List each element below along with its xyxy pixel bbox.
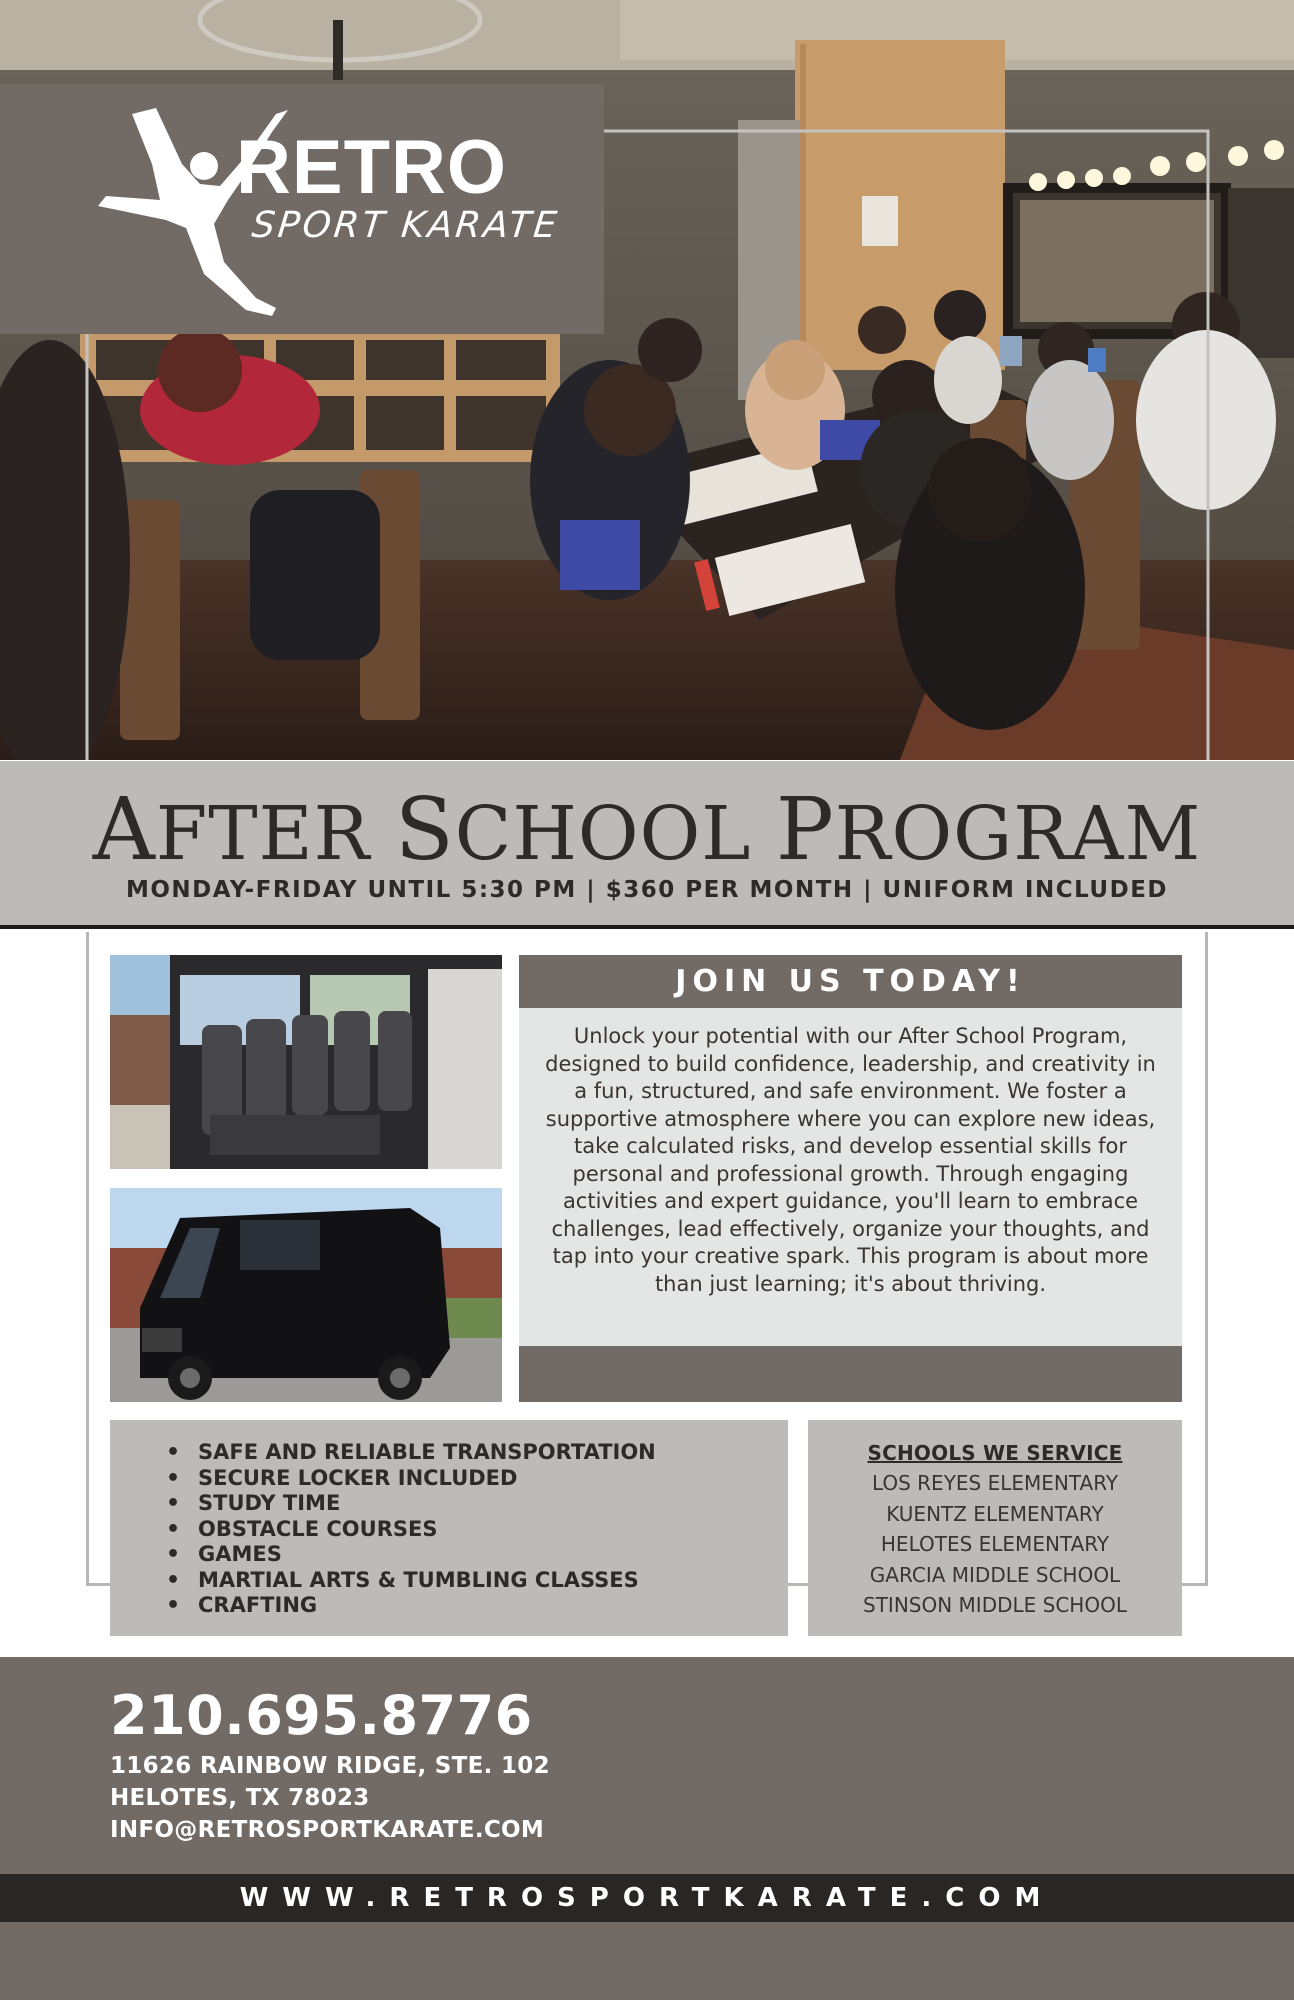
feature-item: • MARTIAL ARTS & TUMBLING CLASSES [156, 1568, 788, 1594]
feature-item: • STUDY TIME [156, 1491, 788, 1517]
school-item: LOS REYES ELEMENTARY [871, 1471, 1119, 1495]
feature-item: • OBSTACLE COURSES [156, 1517, 788, 1543]
title-band [0, 761, 1294, 929]
feature-item: • SAFE AND RELIABLE TRANSPORTATION [156, 1440, 788, 1466]
school-item: HELOTES ELEMENTARY [880, 1532, 1110, 1556]
feature-item: • SECURE LOCKER INCLUDED [156, 1466, 788, 1492]
brand-name: RETRO [236, 125, 507, 210]
title-cap: P [775, 780, 835, 880]
schools-panel [808, 1420, 1182, 1636]
program-description: Unlock your potential with our After School Program, designed to build confidence, leadership, and creativity in a fun, structured, and safe environment. We foster a supportive atmosphere where you can explore new ideas, take calculated risks, and develop essential skills for personal and professional growth. Through engaging activities and expert guidance, you'll learn to embrace challenges, lead effectively, organize your thoughts, and tap into your creative spark. This program is about more than just learning; it's about thriving. [545, 1024, 1156, 1296]
join-panel-footer [519, 1346, 1182, 1402]
features-list-panel [110, 1420, 788, 1636]
contact-footer [0, 1657, 1294, 2000]
title-word: CHOOL [454, 791, 776, 877]
phone-number[interactable]: 210.695.8776 [110, 1684, 533, 1747]
logo-panel [0, 84, 604, 334]
title-cap: A [92, 780, 156, 880]
page-title [0, 780, 1294, 880]
black-van-photo [110, 1188, 502, 1402]
van-interior-photo [110, 955, 502, 1169]
title-cap: S [394, 780, 455, 880]
school-item: GARCIA MIDDLE SCHOOL [869, 1562, 1121, 1587]
website-link[interactable]: WWW.RETROSPORTKARATE.COM [0, 1874, 1294, 1922]
title-word: FTER [155, 791, 395, 877]
address-line-2: HELOTES, TX 78023 [110, 1785, 370, 1811]
email-link[interactable]: INFO@RETROSPORTKARATE.COM [110, 1817, 545, 1843]
features-list [156, 1440, 788, 1619]
school-item: KUENTZ ELEMENTARY [886, 1501, 1104, 1526]
schools-heading: SCHOOLS WE SERVICE [867, 1441, 1123, 1465]
join-heading: JOIN US TODAY! [519, 955, 1182, 1008]
feature-item: • GAMES [156, 1542, 788, 1568]
join-us-panel [519, 955, 1182, 1402]
title-word: ROGRAM [834, 791, 1202, 877]
feature-item: • CRAFTING [156, 1593, 788, 1619]
school-item: STINSON MIDDLE SCHOOL [863, 1593, 1127, 1617]
brand-subname: SPORT KARATE [249, 205, 562, 246]
hero-photo [0, 0, 1294, 760]
schedule-price-subtitle: MONDAY-FRIDAY UNTIL 5:30 PM | $360 PER MONTH | UNIFORM INCLUDED [125, 877, 1169, 903]
address-line-1: 11626 RAINBOW RIDGE, STE. 102 [110, 1753, 550, 1779]
